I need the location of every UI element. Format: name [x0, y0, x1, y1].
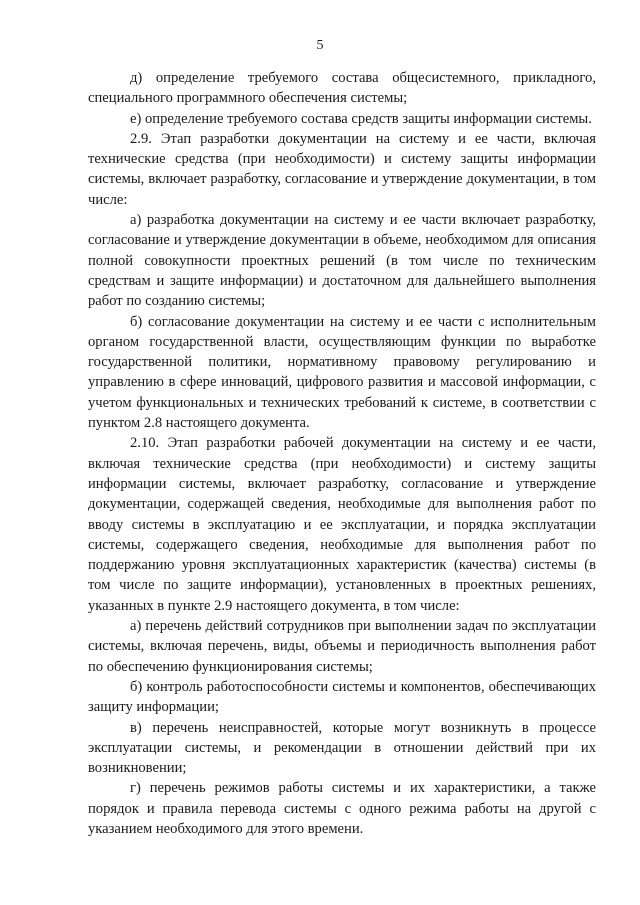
paragraph-2-10-item-a: а) перечень действий сотрудников при выполнении задач по эксплуатации системы, включая перечень, виды, объемы и периодичность выполнения работ по обеспечению функционирования системы; — [88, 618, 596, 675]
paragraph-section-2-10: 2.10. Этап разработки рабочей документации на систему и ее части, включая технические средства (при необходимости) и систему защиты информации системы, включает разработку, согласование и утверждение документации, содержащей сведения, необходимые для выполнения работ по вводу системы в эксплуатацию и ее эксплуатации, и порядка эксплуатации системы, содержащего сведения, необходимые для выполнения работ по поддержанию уровня эксплуатационных характеристик (качества) системы (в том числе по защите информации), установленных в проектных решениях, указанных в пункте 2.9 настоящего документа, в том числе: — [88, 435, 596, 614]
paragraph-item-e: е) определение требуемого состава средств защиты информации системы. — [130, 110, 592, 127]
paragraph-item-d: д) определение требуемого состава общесистемного, прикладного, специального программного обеспечения системы; — [88, 70, 596, 107]
document-body — [88, 68, 596, 839]
paragraph-2-9-item-a: а) разработка документации на систему и ее части включает разработку, согласование и утверждение документации в объеме, необходимом для описания полной совокупности проектных решений (в том числе по техническим средствам и защите информации) и достаточном для дальнейшего выполнения работ по созданию системы; — [88, 212, 596, 310]
paragraph-2-9-item-b: б) согласование документации на систему и ее части с исполнительным органом государственной власти, осуществляющим функции по выработке государственной политики, нормативному правовому регулированию и управлению в сфере инноваций, цифрового развития и массовой информации, с учетом функциональных и технических требований к системе, в соответствии с пунктом 2.8 настоящего документа. — [88, 313, 596, 432]
paragraph-2-10-item-g: г) перечень режимов работы системы и их характеристики, а также порядок и правила перевода системы с одного режима работы на другой с указанием необходимого для этого времени. — [88, 780, 596, 837]
paragraph-2-10-item-v: в) перечень неисправностей, которые могут возникнуть в процессе эксплуатации системы, и рекомендации в отношении действий при их возникновении; — [88, 719, 596, 777]
paragraph-section-2-9: 2.9. Этап разработки документации на систему и ее части, включая технические средства (при необходимости) и систему защиты информации системы, включает разработку, согласование и утверждение документации, в том числе: — [88, 130, 596, 208]
paragraph-2-10-item-b: б) контроль работоспособности системы и компонентов, обеспечивающих защиту информации; — [88, 678, 596, 716]
page-number: 5 — [316, 38, 324, 53]
